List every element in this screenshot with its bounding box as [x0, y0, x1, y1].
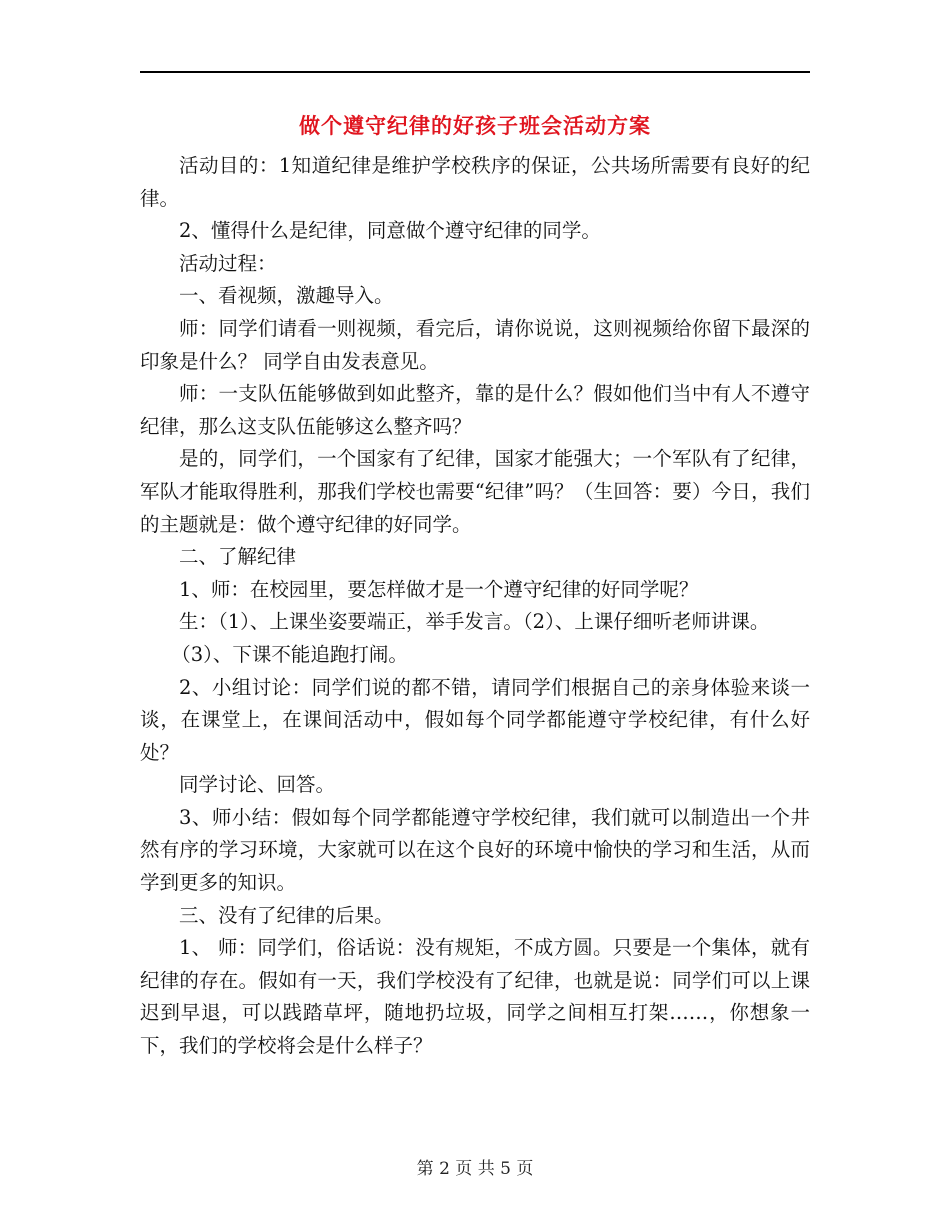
paragraph: 1、师：在校园里，要怎样做才是一个遵守纪律的好同学呢？ — [179, 577, 699, 601]
paragraph: 2、懂得什么是纪律，同意做个遵守纪律的同学。 — [179, 219, 601, 243]
paragraph: 3、师小结：假如每个同学都能遵守学校纪律，我们就可以制造出一个井然有序的学习环境，大家就可以在这个良好的环境中愉快的学习和生活，从而学到更多的知识。 — [140, 805, 810, 895]
paragraph: 三、没有了纪律的后果。 — [179, 903, 394, 927]
paragraph: 活动过程： — [179, 251, 277, 275]
paragraph: 生：（1）、上课坐姿要端正，举手发言。（2）、上课仔细听老师讲课。 — [179, 610, 770, 634]
paragraph: 二、了解纪律 — [179, 545, 297, 569]
document-body — [140, 150, 810, 1063]
paragraph: 同学讨论、回答。 — [179, 773, 336, 797]
paragraph: 一、看视频，激趣导入。 — [179, 284, 394, 308]
paragraph: 1、 师：同学们，俗话说：没有规矩，不成方圆。只要是一个集体，就有纪律的存在。假如有一天，我们学校没有了纪律，也就是说：同学们可以上课迟到早退，可以践踏草坪，随地扔垃圾，同学之间相互打架……，你想象一下，我们的学校将会是什么样子？ — [140, 936, 810, 1058]
page-number: 第 2 页 共 5 页 — [416, 1159, 534, 1179]
paragraph: 是的，同学们，一个国家有了纪律，国家才能强大；一个军队有了纪律，军队才能取得胜利，那我们学校也需要“纪律”吗？（生回答：要）今日，我们的主题就是：做个遵守纪律的好同学。 — [140, 447, 810, 536]
paragraph: （3）、下课不能追跑打闹。 — [171, 642, 408, 666]
document-title: 做个遵守纪律的好孩子班会活动方案 — [299, 113, 651, 138]
paragraph: 师：一支队伍能够做到如此整齐，靠的是什么？假如他们当中有人不遵守纪律，那么这支队伍能够这么整齐吗？ — [140, 382, 810, 438]
paragraph: 2、小组讨论：同学们说的都不错，请同学们根据自己的亲身体验来谈一谈，在课堂上，在课间活动中，假如每个同学都能遵守学校纪律，有什么好处？ — [140, 675, 810, 764]
header-rule — [140, 71, 810, 73]
paragraph: 师：同学们请看一则视频，看完后，请你说说，这则视频给你留下最深的印象是什么？ 同学自由发表意见。 — [140, 316, 810, 373]
paragraph: 活动目的：1知道纪律是维护学校秩序的保证，公共场所需要有良好的纪律。 — [140, 154, 810, 210]
